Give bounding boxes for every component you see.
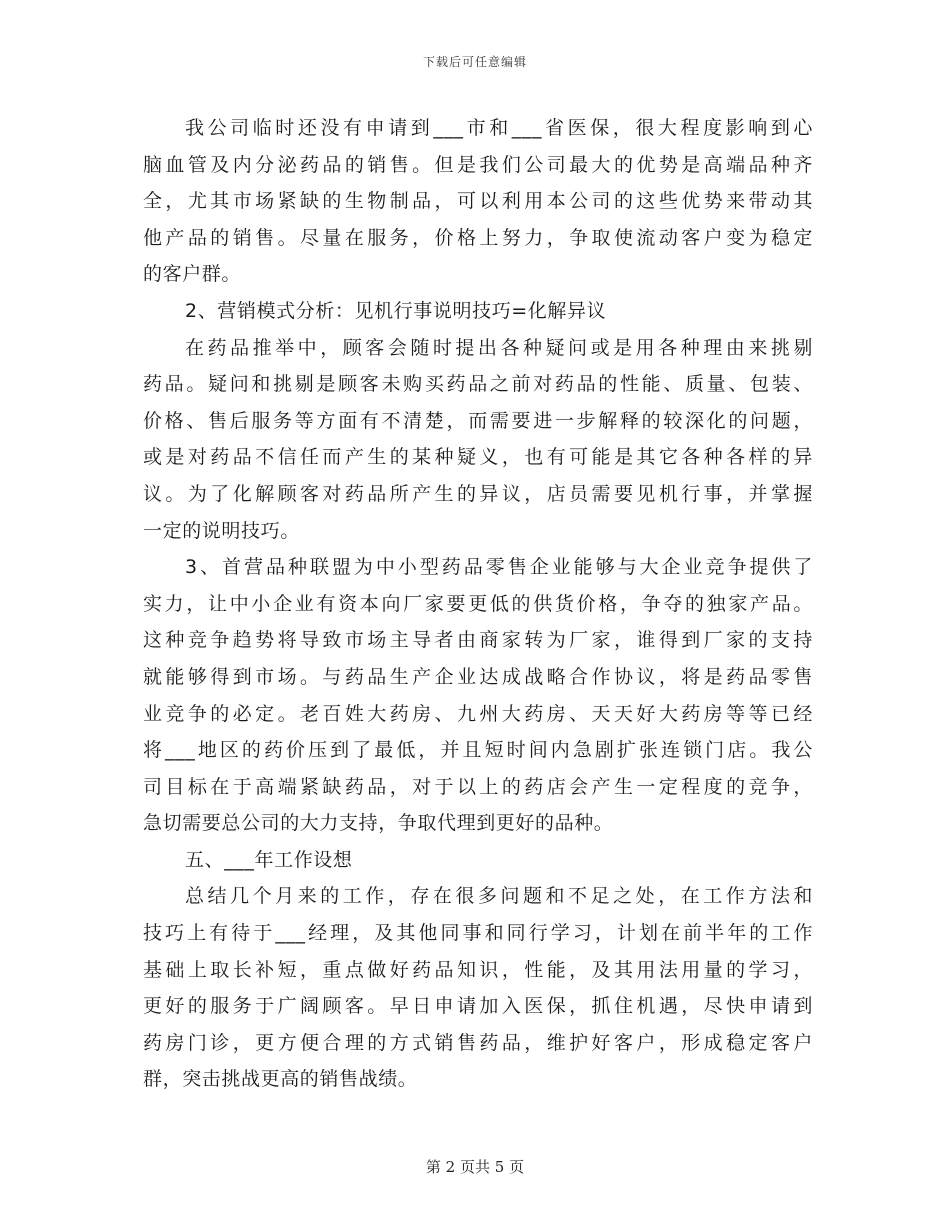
paragraph-line: 司目标在于高端紧缺药品，对于以上的药店会产生一定程度的竞争，	[143, 775, 813, 798]
paragraph-line: 一定的说明技巧。	[143, 519, 300, 542]
paragraph-line: 我公司临时还没有申请到___市和___省医保，很大程度影响到心	[185, 117, 813, 139]
paragraph-line: 基础上取长补短，重点做好药品知识，性能，及其用法用量的学习，	[143, 958, 813, 981]
paragraph-line: 药品。疑问和挑剔是顾客未购买药品之前对药品的性能、质量、包装、	[143, 373, 813, 396]
section-heading: 五、___年工作设想	[185, 848, 353, 871]
paragraph-line: 或是对药品不信任而产生的某种疑义，也有可能是其它各种各样的异	[143, 446, 813, 469]
document-body	[143, 110, 813, 1098]
paragraph-line: 业竞争的必定。老百姓大药房、九州大药房、天天好大药房等等已经	[143, 702, 813, 725]
paragraph-line: 总结几个月来的工作，存在很多问题和不足之处，在工作方法和	[185, 885, 813, 908]
paragraph-line: 价格、售后服务等方面有不清楚，而需要进一步解释的较深化的问题，	[143, 409, 813, 432]
paragraph-line: 的客户群。	[143, 263, 242, 286]
paragraph-line: 群，突击挑战更高的销售战绩。	[143, 1068, 418, 1091]
paragraph-line: 技巧上有待于___经理，及其他同事和同行学习，计划在前半年的工作	[143, 922, 813, 945]
paragraph-line: 急切需要总公司的大力支持，争取代理到更好的品种。	[143, 812, 614, 835]
paragraph-line: 实力，让中小企业有资本向厂家要更低的供货价格，争夺的独家产品。	[143, 592, 813, 615]
paragraph-line: 3、首营品种联盟为中小型药品零售企业能够与大企业竞争提供了	[185, 556, 813, 579]
section-heading: 2、营销模式分析：见机行事说明技巧=化解异议	[185, 299, 607, 322]
paragraph-line: 脑血管及内分泌药品的销售。但是我们公司最大的优势是高端品种齐	[143, 153, 813, 176]
paragraph-line: 就能够得到市场。与药品生产企业达成战略合作协议，将是药品零售	[143, 665, 813, 688]
paragraph-line: 药房门诊，更方便合理的方式销售药品，维护好客户，形成稳定客户	[143, 1031, 813, 1054]
paragraph-line: 他产品的销售。尽量在服务，价格上努力，争取使流动客户变为稳定	[143, 226, 813, 249]
paragraph-line: 在药品推举中，顾客会随时提出各种疑问或是用各种理由来挑剔	[185, 336, 813, 359]
paragraph-line: 全，尤其市场紧缺的生物制品，可以利用本公司的这些优势来带动其	[143, 190, 813, 213]
paragraph-line: 这种竞争趋势将导致市场主导者由商家转为厂家，谁得到厂家的支持	[143, 629, 813, 652]
page-header: 下载后可任意编辑	[422, 55, 527, 69]
page-number: 第 2 页共 5 页	[425, 1158, 525, 1176]
paragraph-line: 议。为了化解顾客对药品所产生的异议，店员需要见机行事，并掌握	[143, 482, 813, 505]
paragraph-line: 更好的服务于广阔顾客。早日申请加入医保，抓住机遇，尽快申请到	[143, 995, 813, 1018]
paragraph-line: 将___地区的药价压到了最低，并且短时间内急剧扩张连锁门店。我公	[143, 739, 813, 762]
